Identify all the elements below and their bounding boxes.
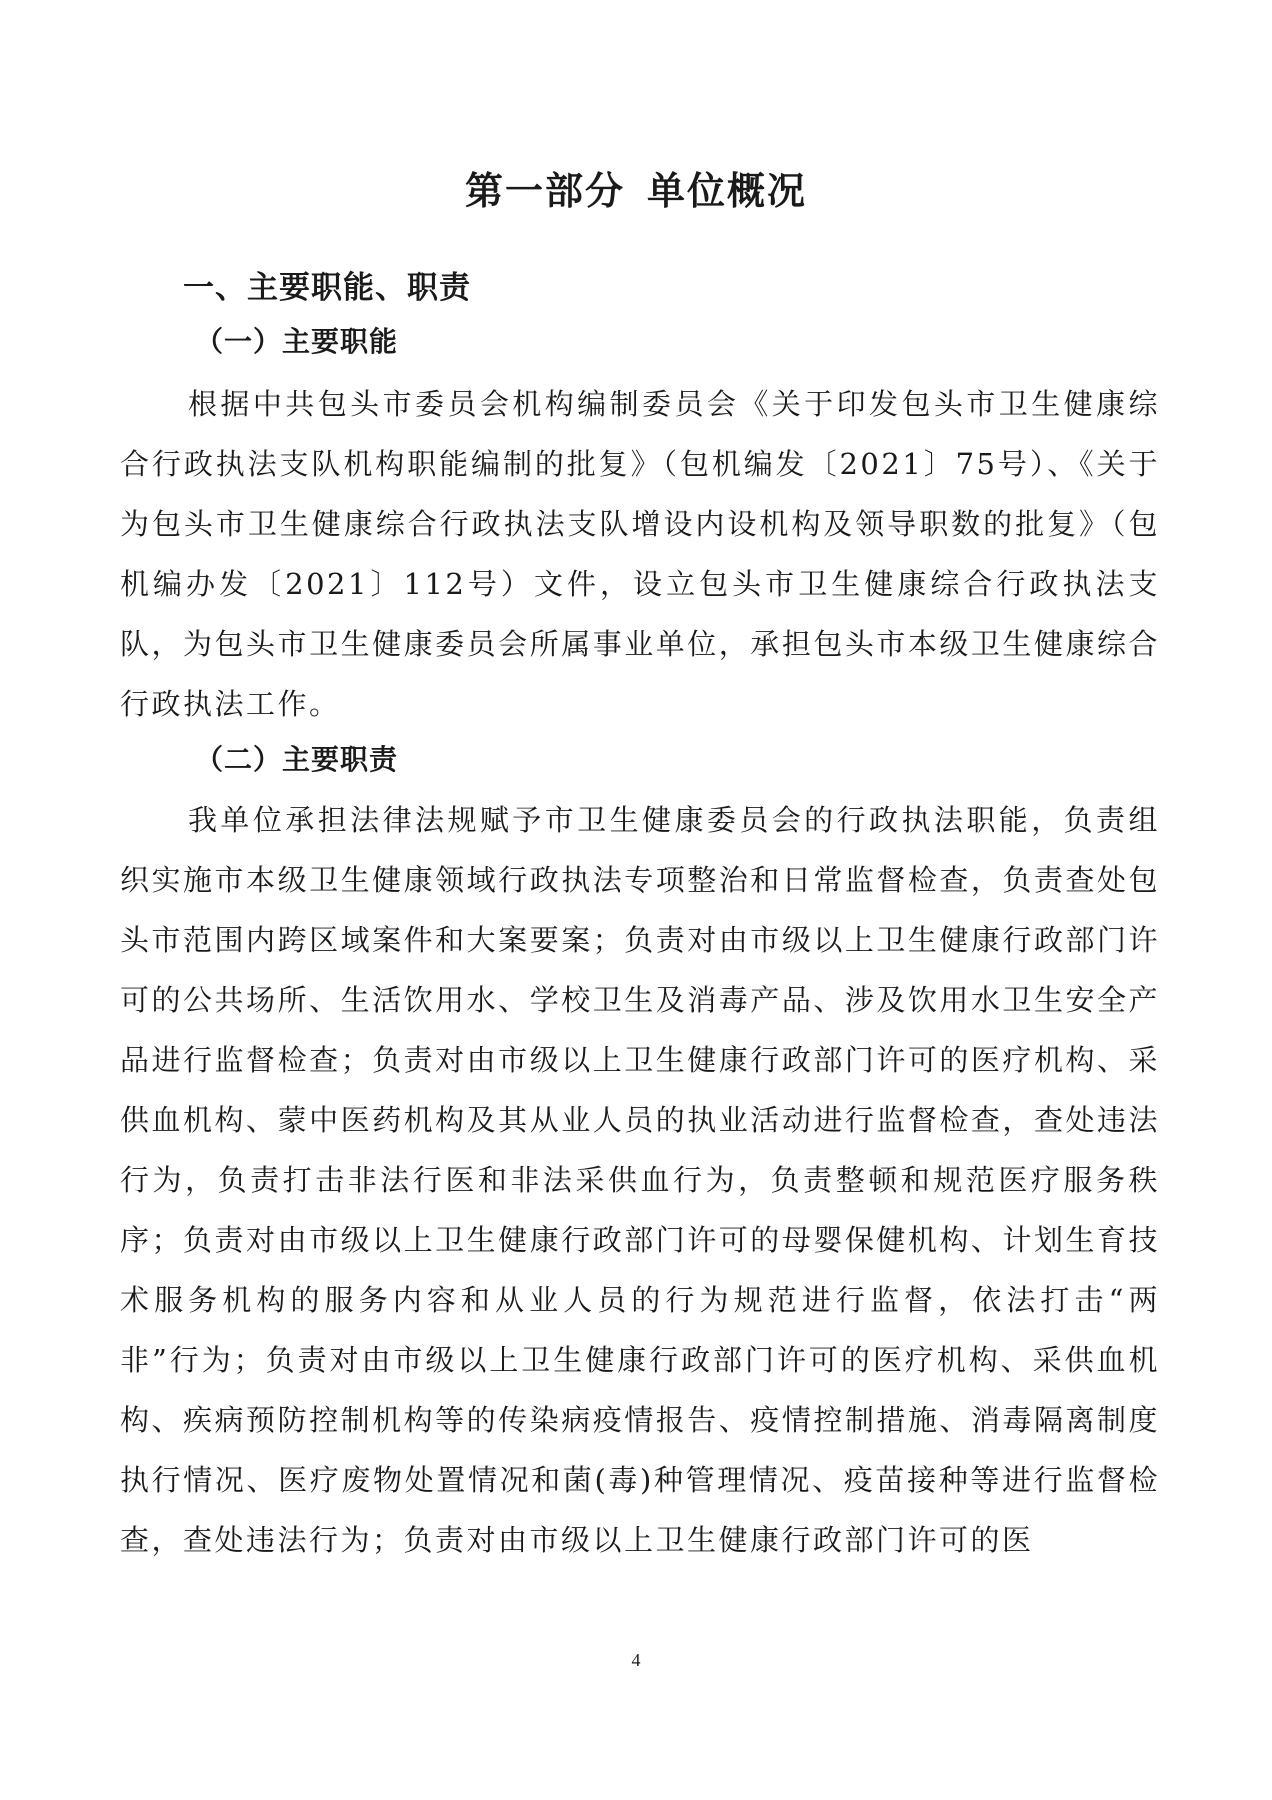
subsection-heading-functions: （一）主要职能	[195, 325, 399, 358]
paragraph-duties: 我单位承担法律法规赋予市卫生健康委员会的行政执法职能，负责组织实施市本级卫生健康领域行政执法专项整治和日常监督检查，负责查处包头市范围内跨区域案件和大案要案；负责对由市级以上卫生健康行政部门许可的公共场所、生活饮用水、学校卫生及消毒产品、涉及饮用水卫生安全产品进行监督检查；负责对由市级以上卫生健康行政部门许可的医疗机构、采供血机构、蒙中医药机构及其从业人员的执业活动进行监督检查，查处违法行为，负责打击非法行医和非法采供血行为，负责整顿和规范医疗服务秩序；负责对由市级以上卫生健康行政部门许可的母婴保健机构、计划生育技术服务机构的服务内容和从业人员的行为规范进行监督，依法打击“两非”行为；负责对由市级以上卫生健康行政部门许可的医疗机构、采供血机构、疾病预防控制机构等的传染病疫情报告、疫情控制措施、消毒隔离制度执行情况、医疗废物处置情况和菌(毒)种管理情况、疫苗接种等进行监督检查，查处违法行为；负责对由市级以上卫生健康行政部门许可的医	[120, 803, 1160, 1557]
section-heading: 一、主要职能、职责	[183, 270, 471, 306]
part-title	[0, 160, 1272, 215]
page-number: 4	[631, 1650, 641, 1670]
part-title-main: 第一部分	[464, 169, 625, 213]
part-title-sub: 单位概况	[647, 169, 808, 213]
subsection-heading-duties: （二）主要职责	[195, 743, 399, 776]
paragraph-functions: 根据中共包头市委员会机构编制委员会《关于印发包头市卫生健康综合行政执法支队机构职能编制的批复》（包机编发〔2021〕75号）、《关于为包头市卫生健康综合行政执法支队增设内设机构及领导职数的批复》（包机编办发〔2021〕112号）文件，设立包头市卫生健康综合行政执法支队，为包头市卫生健康委员会所属事业单位，承担包头市本级卫生健康综合行政执法工作。	[120, 387, 1160, 721]
